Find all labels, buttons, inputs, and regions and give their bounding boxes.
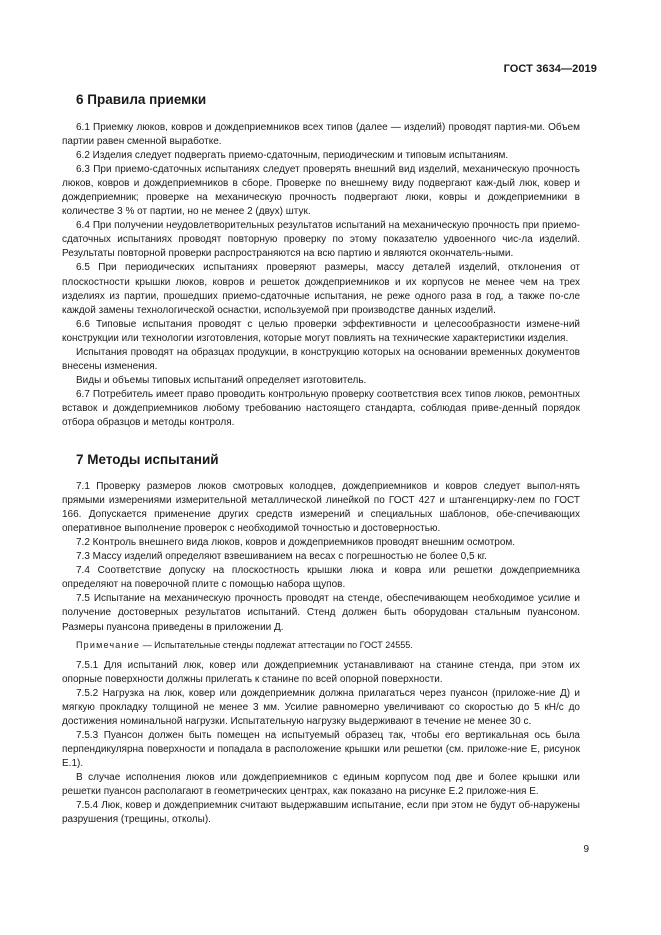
paragraph-6-7: 6.7 Потребитель имеет право проводить контрольную проверку соответствия всех типов люков, ремонтных вставок и дождеприемников любому требованию настоящего стандарта, соблюдая приве-денный порядок отбора образцов и методы контроля. (62, 388, 580, 428)
paragraph-6-2: 6.2 Изделия следует подвергать приемо-сдаточным, периодическим и типовым испытаниям. (76, 150, 509, 162)
paragraph-7-5: 7.5 Испытание на механическую прочность проводят на стенде, обеспечивающем необходимое усилие и получение достоверных результатов испытаний. Стенд должен быть оборудован стальным пуансоном. Размеры пуансона приведены в приложении Д. (62, 593, 580, 633)
paragraph-7-4: 7.4 Соответствие допуску на плоскостность крышки люка и ковра или решетки дождеприемника определяют на поверочной плите с помощью набора щупов. (62, 565, 580, 591)
paragraph-7-1: 7.1 Проверку размеров люков смотровых колодцев, дождеприемников и ковров следует выпол-нять прямыми измерениями измерительной металлической линейкой по ГОСТ 427 и штангенцирку-лем по ГОСТ 166. Допускается применение других средств измерений и специальных шаблонов, обе-спечивающих оперативное выполнение проверок с необходимой точностью и достоверностью. (62, 481, 580, 535)
paragraph-7-2: 7.2 Контроль внешнего вида люков, ковров и дождеприемников проводят внешним осмотром. (76, 537, 516, 549)
paragraph-7-5-3: 7.5.3 Пуансон должен быть помещен на испытуемый образец так, чтобы его вертикальная ось была перпендикулярна поверхности и попадала в расположение крышки или решетки (см. приложе-ние Е, рисунок Е.1). (62, 729, 580, 769)
paragraph-6-6: 6.6 Типовые испытания проводят с целью проверки эффективности и целесообразности измене-ний конструкции или технологии изготовления, которые могут повлиять на технические характеристики изделия. (62, 318, 580, 344)
note (62, 639, 580, 652)
paragraph-6-4: 6.4 При получении неудовлетворительных результатов испытаний на механическую прочность при приемо-сдаточных испытаниях проводят повторную проверку по этому показателю удвоенного чис-ла изделий. Результаты повторной проверки распространяются на всю партию и являются окончатель-ными. (62, 220, 580, 260)
section-7-title: 7 Методы испытаний (76, 452, 219, 468)
paragraph-6-6-a: Испытания проводят на образцах продукции, в конструкцию которых на основании временных документов внесены изменения. (62, 346, 580, 372)
paragraph-6-1: 6.1 Приемку люков, ковров и дождеприемников всех типов (далее — изделий) проводят партия-ми. Объем партии равен сменной выработке. (62, 122, 580, 148)
note-text: — Испытательные стенды подлежат аттестации по ГОСТ 24555. (140, 639, 413, 650)
paragraph-6-6-b: Виды и объемы типовых испытаний определяет изготовитель. (76, 374, 367, 386)
paragraph-7-5-4: 7.5.4 Люк, ковер и дождеприемник считают выдержавшим испытание, если при этом не будут об-наружены разрушения (трещины, отколы). (62, 800, 580, 826)
paragraph-7-5-1: 7.5.1 Для испытаний люк, ковер или дождеприемник устанавливают на станине стенда, при этом их опорные поверхности должны прилегать к станине по всей опорной поверхности. (62, 659, 580, 685)
paragraph-7-5-2: 7.5.2 Нагрузка на люк, ковер или дождеприемник должна прилагаться через пуансон (приложе-ние Д) и мягкую прокладку толщиной не менее 3 мм. Усилие равномерно увеличивают со скоростью до 5 кН/с до достижения номинальной нагрузки. Испытательную нагрузку выдерживают в течение не менее 30 с. (62, 687, 580, 727)
page-body (62, 92, 580, 827)
note-label: Примечание (76, 639, 141, 650)
paragraph-7-5-3-a: В случае исполнения люков или дождеприемников с единым корпусом под две и более крышки или решетки пуансон располагают в геометрических центрах, как показано на рисунке Е.2 приложе-ния Е. (62, 771, 580, 797)
section-6-title: 6 Правила приемки (76, 92, 207, 107)
page-number: 9 (583, 844, 589, 855)
document-id-header: ГОСТ 3634—2019 (503, 63, 597, 75)
paragraph-6-5: 6.5 При периодических испытаниях проверяют размеры, массу деталей изделий, отклонения от плоскостности крышки люков, ковров и решеток дождеприемников и их корпусов не менее чем на трех изделиях из партии, прошедших приемо-сдаточные испытания, не реже одного раза в год, а также по-сле каждой замены технологической оснастки, используемой при производстве данных изделий. (62, 262, 580, 316)
paragraph-6-3: 6.3 При приемо-сдаточных испытаниях следует проверять внешний вид изделий, механическую прочность люков, ковров и дождеприемников в сборе. Проверке по внешнему виду подвергают каж-дый люк, ковер и дождеприемник; проверке на механическую прочность подвергают люки, ковры и дождеприемники в количестве 3 % от партии, но не менее 2 (двух) штук. (62, 164, 580, 218)
paragraph-7-3: 7.3 Массу изделий определяют взвешиванием на весах с погрешностью не более 0,5 кг. (76, 551, 487, 563)
